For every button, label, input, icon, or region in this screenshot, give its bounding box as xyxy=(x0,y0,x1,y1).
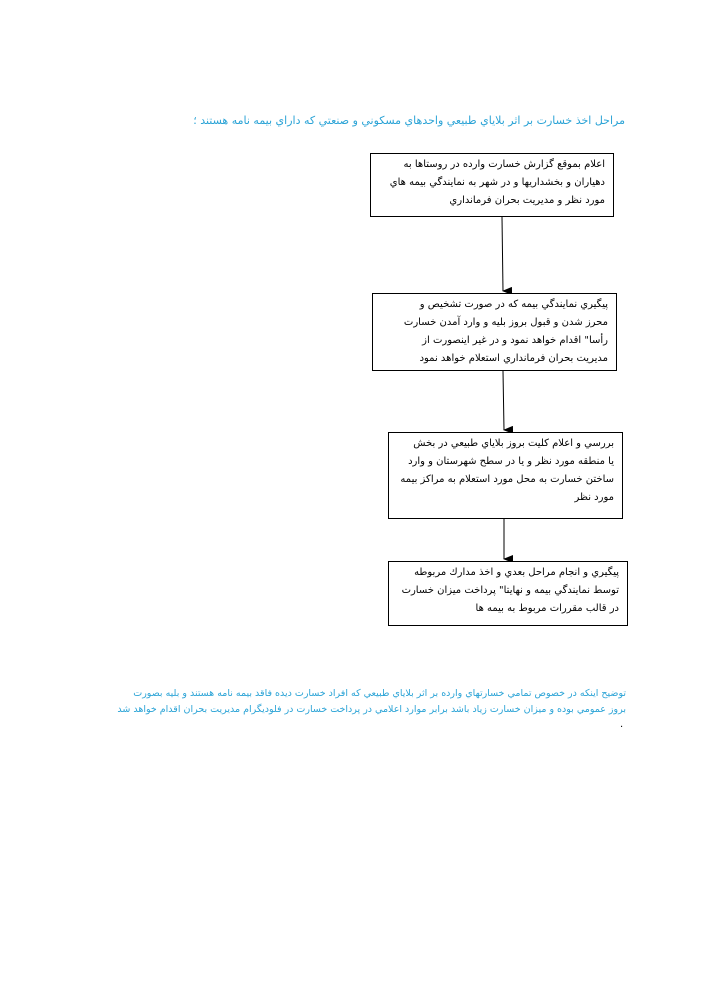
step-3-line-4: مورد نظر xyxy=(574,492,614,503)
note-line-2: بروز عمومي بوده و ميزان خسارت زياد باشد برابر موارد اعلامي در پرداخت خسارت در فلوديگرام مديريت بحران اقدام خواهد شد xyxy=(117,704,626,715)
step-2-line-2: محرز شدن و قبول بروز بليه و وارد آمدن خسارت xyxy=(403,317,608,328)
trailing-period: . xyxy=(620,719,624,730)
arrow-step1-to-step2 xyxy=(502,217,503,291)
step-4-line-3: در قالب مقررات مربوط به بيمه ها xyxy=(475,603,619,614)
step-1-line-3: مورد نظر و مديريت بحران فرمانداري xyxy=(449,195,605,206)
step-4-line-2: توسط نمايندگي بيمه و نهايتا" پرداخت ميزان خسارت xyxy=(401,585,619,596)
step-2-line-3: رأسا" اقدام خواهد نمود و در غير اينصورت از xyxy=(422,335,608,346)
flow-step-4-payment xyxy=(388,561,628,626)
step-2-line-1: پيگيري نمايندگي بيمه كه در صورت تشخيص و xyxy=(419,299,608,310)
step-2-line-4: مديريت بحران فرمانداري استعلام خواهد نمود xyxy=(419,353,608,364)
note-line-1: توضيح اينكه در خصوص تمامي خسارتهاي وارده بر اثر بلاياي طبيعي كه افراد خسارت ديده فاقد بيمه نامه هستند و بليه بصورت xyxy=(133,688,626,699)
step-1-line-2: دهياران و بخشداريها و در شهر به نمايندگي بيمه هاي xyxy=(389,177,605,188)
flow-step-2-insurance-followup xyxy=(372,293,617,371)
step-3-line-1: بررسي و اعلام كليت بروز بلاياي طبيعي در بخش xyxy=(413,438,614,449)
flow-step-1-report-damage xyxy=(370,153,614,217)
page-title: مراحل اخذ خسارت بر اثر بلاياي طبيعي واحدهاي مسكوني و صنعتي كه داراي بيمه نامه هستند ؛ xyxy=(193,114,625,127)
step-3-line-3: ساختن خسارت به محل مورد استعلام به مراكز بيمه xyxy=(400,474,614,485)
step-4-line-1: پيگيري و انجام مراحل بعدي و اخذ مدارك مربوطه xyxy=(414,567,619,578)
step-3-line-2: يا منطقه مورد نظر و يا در سطح شهرستان و وارد xyxy=(408,456,614,467)
explanatory-note xyxy=(60,686,626,718)
arrow-step2-to-step3 xyxy=(503,371,504,430)
step-1-line-1: اعلام بموقع گزارش خسارت وارده در روستاها به xyxy=(403,159,605,170)
flow-step-3-review-announcement xyxy=(388,432,623,519)
